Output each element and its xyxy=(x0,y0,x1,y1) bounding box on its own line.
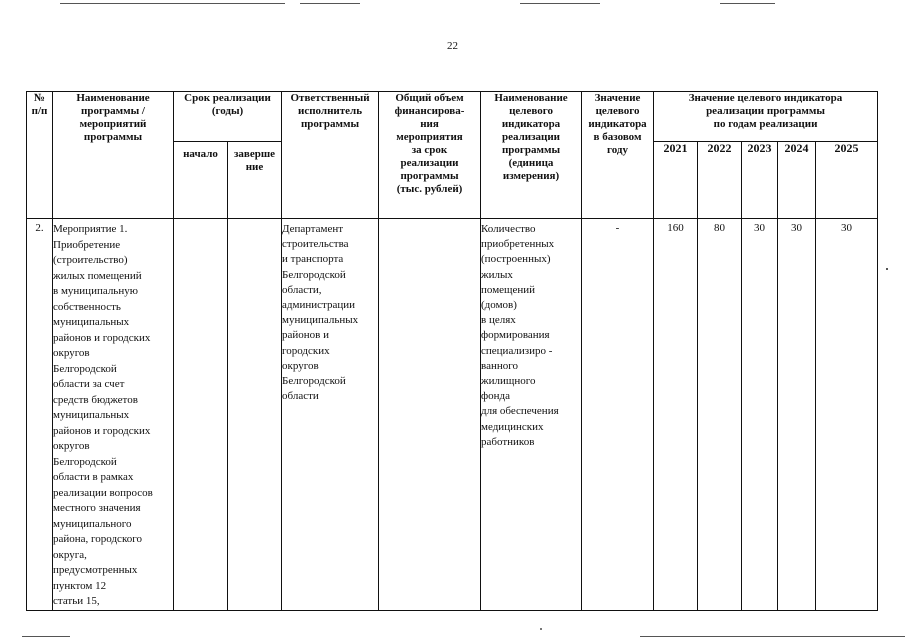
header-year-2025: 2025 xyxy=(816,142,878,219)
header-funding: Общий объем финансирова- ния мероприятия за срок реализации программы (тыс. рублей) xyxy=(379,92,481,219)
cell-start xyxy=(174,219,228,611)
header-target-values: Значение целевого индикатора реализации программы по годам реализации xyxy=(654,92,878,142)
scan-edge-line-top-far-right xyxy=(720,3,775,4)
cell-funding xyxy=(379,219,481,611)
header-base-value: Значение целевого индикатора в базовом году xyxy=(582,92,654,219)
cell-executor: Департамент строительства и транспорта Белгородской области, администрации муниципальных районов и городских округов Белгородской области xyxy=(282,219,379,611)
cell-program: Мероприятие 1. Приобретение (строительство) жилых помещений в муниципальную собственность муниципальных районов и городских округов Белгородской области за счет средств бюджетов муниципальных районов и городских округов Белгородской области в рамках реализации вопросов местного значения муниципального района, городского округа, предусмотренных пунктом 12 статьи 15, xyxy=(53,219,174,611)
header-indicator-name: Наименование целевого индикатора реализации программы (единица измерения) xyxy=(481,92,582,219)
scan-edge-line-top-mid xyxy=(300,3,360,4)
cell-value-2025: 30 xyxy=(816,219,878,611)
cell-value-2024: 30 xyxy=(778,219,816,611)
cell-value-2022: 80 xyxy=(698,219,742,611)
cell-end xyxy=(228,219,282,611)
header-period: Срок реализации (годы) xyxy=(174,92,282,142)
scan-edge-line-top-right xyxy=(520,3,600,4)
scan-edge-line-top-left xyxy=(60,3,285,4)
scan-edge-line-bottom-right xyxy=(640,636,905,637)
scan-stray-mark xyxy=(886,268,888,270)
header-year-2024: 2024 xyxy=(778,142,816,219)
cell-indicator: Количество приобретенных (построенных) жилых помещений (домов) в целях формирования специализиро - ванного жилищного фонда для обеспечения медицинских работников xyxy=(481,219,582,611)
header-executor: Ответственный исполнитель программы xyxy=(282,92,379,219)
header-period-start: начало xyxy=(174,142,228,219)
scan-stray-dot xyxy=(540,628,542,630)
header-period-end: заверше ние xyxy=(228,142,282,219)
header-year-2023: 2023 xyxy=(742,142,778,219)
program-indicators-table xyxy=(26,91,878,611)
scan-edge-line-bottom-left xyxy=(22,636,70,637)
page-number: 22 xyxy=(447,40,458,52)
header-year-2022: 2022 xyxy=(698,142,742,219)
cell-num: 2. xyxy=(27,219,53,611)
header-year-2021: 2021 xyxy=(654,142,698,219)
cell-base: - xyxy=(582,219,654,611)
header-program-name: Наименование программы / мероприятий программы xyxy=(53,92,174,219)
header-num: № п/п xyxy=(27,92,53,219)
table-row xyxy=(27,219,878,611)
cell-value-2023: 30 xyxy=(742,219,778,611)
cell-value-2021: 160 xyxy=(654,219,698,611)
